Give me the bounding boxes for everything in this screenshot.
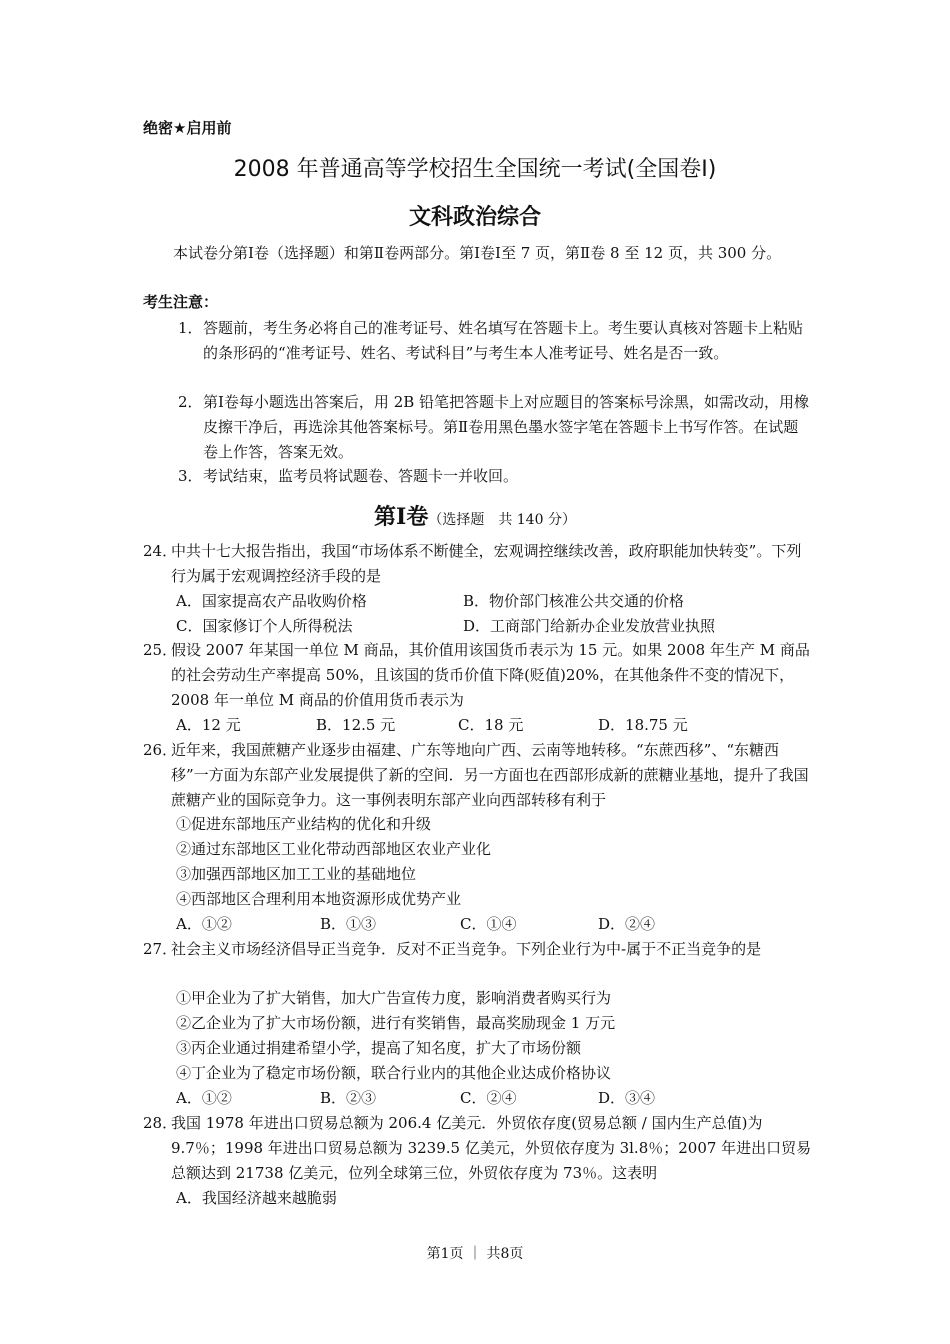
question-text: 中共十七大报告指出，我国“市场体系不断健全，宏观调控继续改善，政府职能加快转变”。下列行为属于宏观调控经济手段的是 — [171, 542, 802, 585]
statement-item: ①促进东部地压产业结构的优化和升级 — [176, 815, 432, 833]
option-b: B．物价部门核准公共交通的价格 — [463, 592, 685, 610]
notice-item — [143, 316, 813, 366]
option-a: A．国家提高农产品收购价格 — [176, 592, 367, 610]
statement-item: ③加强西部地区加工工业的基础地位 — [176, 865, 417, 883]
question-24 — [143, 539, 813, 589]
option-a: A．①② — [176, 915, 232, 933]
option-b: B．12.5 元 — [316, 716, 396, 734]
question-27 — [143, 937, 813, 962]
section-heading — [0, 500, 950, 531]
secrecy-label: 绝密★启用前 — [143, 119, 232, 137]
question-25 — [143, 638, 813, 713]
statement-item: ②通过东部地区工业化带动西部地区农业产业化 — [176, 840, 492, 858]
question-text: 假设 2007 年某国一单位 M 商品，其价值用该国货币表示为 15 元。如果 2008 年生产 M 商品的社会劳动生产率提高 50%，且该国的货币价值下降(贬值)20%，在其他条件不变的情况下，2008 年一单位 M 商品的价值用货币表示为 — [171, 641, 810, 709]
question-28 — [143, 1111, 813, 1186]
statement-item: ④西部地区合理利用本地资源形成优势产业 — [176, 890, 462, 908]
option-d: D．③④ — [598, 1089, 656, 1107]
page-footer: 第1页 ｜ 共8页 — [426, 1246, 524, 1262]
notice-heading: 考生注意： — [143, 293, 219, 311]
notice-item-text: 考试结束，监考员将试题卷、答题卡一并收回。 — [203, 467, 519, 485]
option-b: B．①③ — [320, 915, 377, 933]
section-note: （选择题 共 140 分） — [428, 512, 576, 528]
option-b: B．②③ — [320, 1089, 377, 1107]
notice-item-number: 2． — [178, 393, 203, 411]
option-a: A．12 元 — [176, 716, 241, 734]
notice-item-text: 答题前，考生务必将自己的准考证号、姓名填写在答题卡上。考生要认真核对答题卡上粘贴的条形码的“准考证号、姓名、考试科目”与考生本人准考证号、姓名是否一致。 — [203, 319, 804, 362]
option-a: A．①② — [176, 1089, 232, 1107]
notice-item — [143, 390, 813, 465]
option-d: D．工商部门给新办企业发放营业执照 — [463, 617, 716, 635]
option-d: D．②④ — [598, 915, 656, 933]
option-c: C．18 元 — [458, 716, 524, 734]
statement-item: ③丙企业通过捐建希望小学，提高了知名度，扩大了市场份额 — [176, 1039, 582, 1057]
question-text: 社会主义市场经济倡导正当竞争．反对不正当竞争。下列企业行为中-属于不正当竞争的是 — [171, 940, 762, 958]
section-title: 第Ⅰ卷 — [374, 504, 429, 530]
question-number: 25． — [143, 641, 178, 659]
question-number: 27． — [143, 940, 178, 958]
question-number: 28． — [143, 1114, 178, 1132]
exam-title: 2008 年普通高等学校招生全国统一考试(全国卷Ⅰ) — [233, 157, 717, 182]
notice-item-number: 3． — [178, 467, 203, 485]
notice-item-number: 1． — [178, 319, 203, 337]
option-c: C．国家修订个人所得税法 — [176, 617, 353, 635]
option-c: C．②④ — [460, 1089, 517, 1107]
option-a: A．我国经济越来越脆弱 — [176, 1189, 337, 1207]
statement-item: ②乙企业为了扩大市场份额，进行有奖销售，最高奖励现金 1 万元 — [176, 1014, 616, 1032]
option-d: D．18.75 元 — [598, 716, 688, 734]
question-26 — [143, 738, 813, 813]
notice-item-text: 第Ⅰ卷每小题选出答案后，用 2B 铅笔把答题卡上对应题目的答案标号涂黑，如需改动，用橡皮擦干净后，再选涂其他答案标号。第Ⅱ卷用黑色墨水签字笔在答题卡上书写作答。在试题卷上作答，答案无效。 — [203, 393, 810, 461]
statement-item: ④丁企业为了稳定市场份额，联合行业内的其他企业达成价格协议 — [176, 1064, 612, 1082]
question-number: 24． — [143, 542, 178, 560]
notice-item — [143, 464, 813, 489]
question-text: 近年来，我国蔗糖产业逐步由福建、广东等地向广西、云南等地转移。“东蔗西移”、“东糖西移”一方面为东部产业发展提供了新的空间．另一方面也在西部形成新的蔗糖业基地，提升了我国蔗糖产业的国际竞争力。这一事例表明东部产业向西部转移有利于 — [171, 741, 809, 809]
exam-subtitle: 文科政治综合 — [408, 205, 541, 230]
option-c: C．①④ — [460, 915, 517, 933]
intro-paragraph: 本试卷分第Ⅰ卷（选择题）和第Ⅱ卷两部分。第Ⅰ卷Ⅰ至 7 页，第Ⅱ卷 8 至 12 页，共 300 分。 — [173, 244, 782, 262]
question-number: 26． — [143, 741, 178, 759]
statement-item: ①甲企业为了扩大销售，加大广告宣传力度，影响消费者购买行为 — [176, 989, 612, 1007]
question-text: 我国 1978 年进出口贸易总额为 206.4 亿美元．外贸依存度(贸易总额 / 国内生产总值)为 9.7％；1998 年进出口贸易总额为 3239.5 亿美元，外贸依存度为 3l.8％；2007 年进出口贸易总额达到 21738 亿美元，位列全球第三位，外贸依存度为 73％。这表明 — [171, 1114, 812, 1182]
